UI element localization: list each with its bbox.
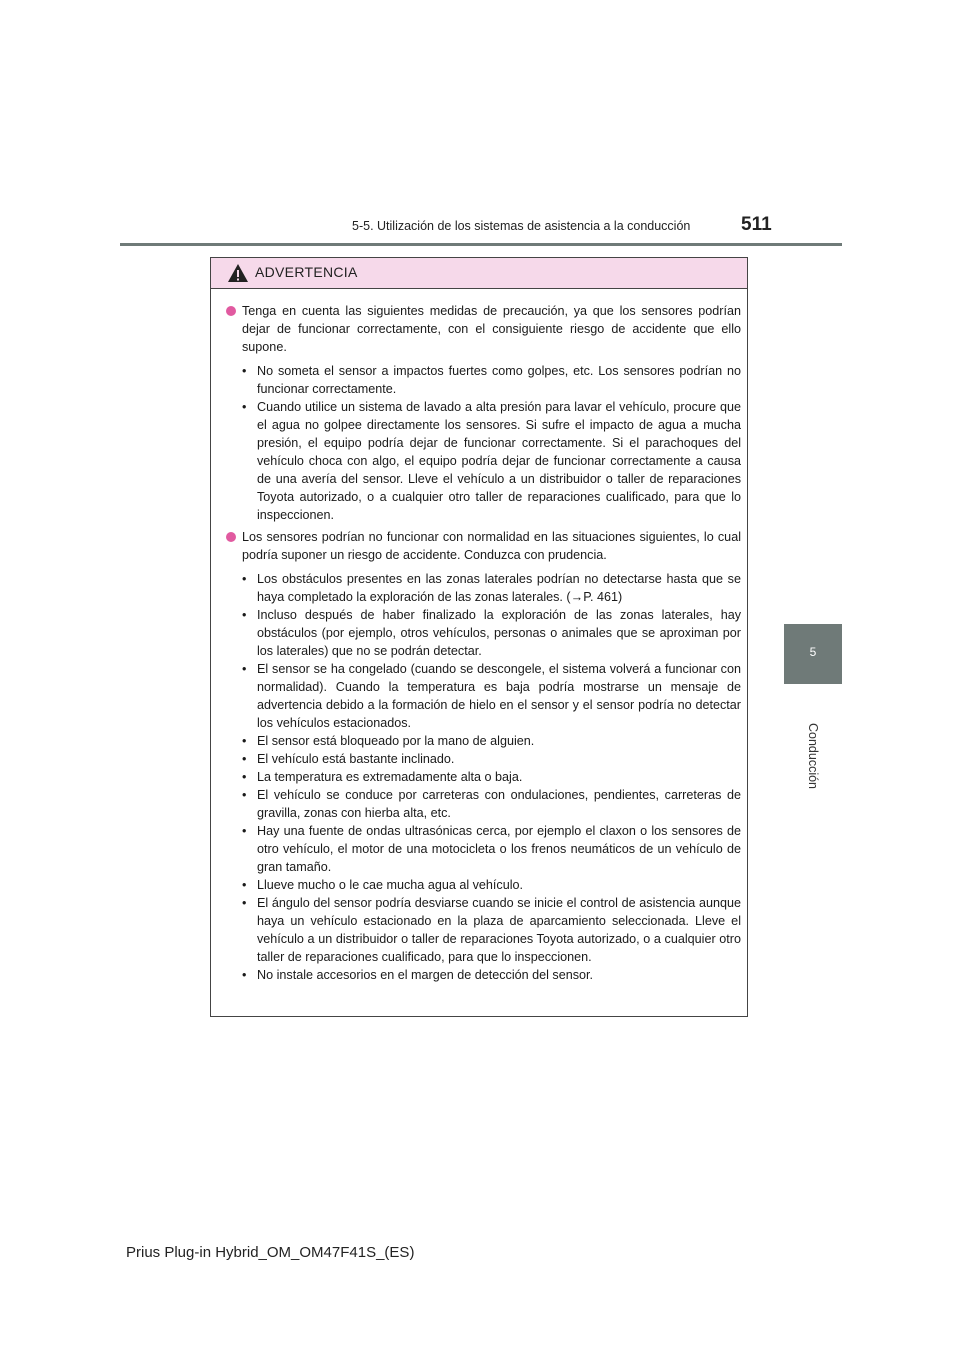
list-item <box>242 750 741 768</box>
bullet-dot-icon: • <box>242 896 247 910</box>
list-item <box>242 732 741 750</box>
chapter-tab[interactable] <box>784 624 842 684</box>
list-item <box>242 398 741 524</box>
list-item <box>242 570 741 606</box>
warning-box <box>210 257 748 1017</box>
bullet-dot-icon: • <box>242 770 247 784</box>
list-item <box>242 768 741 786</box>
section-title: 5-5. Utilización de los sistemas de asistencia a la conducción <box>352 219 691 233</box>
bullet-dot-icon: • <box>242 752 247 766</box>
warning-paragraph-text: Tenga en cuenta las siguientes medidas de precaución, ya que los sensores podrían dejar de funcionar correctamente, con el consiguiente riesgo de accidente que ello supone. <box>242 304 741 354</box>
warning-header <box>211 258 747 289</box>
chapter-label <box>806 722 820 790</box>
list-item-text: Hay una fuente de ondas ultrasónicas cerca, por ejemplo el claxon o los sensores de otro vehículo, el motor de una motocicleta o los frenos neumáticos de un vehículo de gran tamaño. <box>257 824 741 874</box>
bullet-list <box>223 570 741 984</box>
list-item-text: El ángulo del sensor podría desviarse cuando se inicie el control de asistencia aunque haya un vehículo estacionado en la plaza de aparcamiento seleccionada. Lleve el vehículo a un distribuidor o taller de reparaciones Toyota autorizado, o a cualquier otro taller de reparaciones cualificado, para que lo inspeccionen. <box>257 896 741 964</box>
bullet-dot-icon: • <box>242 572 247 586</box>
warning-title: ADVERTENCIA <box>255 264 358 280</box>
warning-body <box>211 289 747 984</box>
list-item <box>242 894 741 966</box>
list-item <box>242 876 741 894</box>
bullet-dot-icon: • <box>242 788 247 802</box>
warning-triangle-icon <box>227 263 249 283</box>
list-item-text: El vehículo está bastante inclinado. <box>257 752 455 766</box>
list-item <box>242 606 741 660</box>
warning-paragraph-text: Los sensores podrían no funcionar con normalidad en las situaciones siguientes, lo cual podría suponer un riesgo de accidente. Conduzca con prudencia. <box>242 530 741 562</box>
warning-paragraph <box>223 528 741 564</box>
page-number: 511 <box>741 214 772 235</box>
chapter-label-text: Conducción <box>806 722 820 790</box>
list-item <box>242 362 741 398</box>
list-item-text: No someta el sensor a impactos fuertes como golpes, etc. Los sensores podrían no funcionar correctamente. <box>257 364 741 396</box>
list-item-text: Llueve mucho o le cae mucha agua al vehículo. <box>257 878 524 892</box>
list-item-text: Los obstáculos presentes en las zonas laterales podrían no detectarse hasta que se haya completado la exploración de las zonas laterales. (→P. 461) <box>257 572 741 604</box>
bullet-list <box>223 362 741 524</box>
footer-document-id: Prius Plug-in Hybrid_OM_OM47F41S_(ES) <box>126 1244 415 1261</box>
bullet-dot-icon: • <box>242 608 247 622</box>
list-item-text: Incluso después de haber finalizado la exploración de las zonas laterales, hay obstáculos (por ejemplo, otros vehículos, personas o animales que se aproximan por los laterales) que no se podrán detectar. <box>257 608 741 658</box>
pink-bullet-icon <box>226 306 236 316</box>
bullet-dot-icon: • <box>242 968 247 982</box>
list-item-text: Cuando utilice un sistema de lavado a alta presión para lavar el vehículo, procure que el agua no golpee directamente los sensores. Si sufre el impacto de agua a mucha presión, el equipo podría dejar de funcionar correctamente. Si el parachoques del vehículo choca con algo, el equipo podría dejar de funcionar correctamente a causa de una avería del sensor. Lleve el vehículo a un distribuidor o taller de reparaciones Toyota autorizado, o a cualquier otro taller de reparaciones cualificado, para que lo inspeccionen. <box>257 400 741 522</box>
list-item-text: El sensor se ha congelado (cuando se descongele, el sistema volverá a funcionar con normalidad). Cuando la temperatura es baja podría mostrarse un mensaje de advertencia debido a la formación de hielo en el sensor y el sensor podría no detectar los vehículos estacionados. <box>257 662 741 730</box>
list-item-text: El vehículo se conduce por carreteras con ondulaciones, pendientes, carreteras de gravilla, zonas con hierba alta, etc. <box>257 788 741 820</box>
list-item-text: El sensor está bloqueado por la mano de alguien. <box>257 734 535 748</box>
warning-paragraph <box>223 302 741 356</box>
bullet-dot-icon: • <box>242 400 247 414</box>
bullet-dot-icon: • <box>242 364 247 378</box>
chapter-tab-number: 5 <box>809 645 817 659</box>
bullet-dot-icon: • <box>242 662 247 676</box>
list-item <box>242 660 741 732</box>
bullet-dot-icon: • <box>242 878 247 892</box>
list-item <box>242 822 741 876</box>
bullet-dot-icon: • <box>242 824 247 838</box>
list-item-text: No instale accesorios en el margen de detección del sensor. <box>257 968 594 982</box>
list-item <box>242 786 741 822</box>
list-item <box>242 966 741 984</box>
list-item-text: La temperatura es extremadamente alta o baja. <box>257 770 523 784</box>
pink-bullet-icon <box>226 532 236 542</box>
bullet-dot-icon: • <box>242 734 247 748</box>
header-divider <box>120 243 842 246</box>
